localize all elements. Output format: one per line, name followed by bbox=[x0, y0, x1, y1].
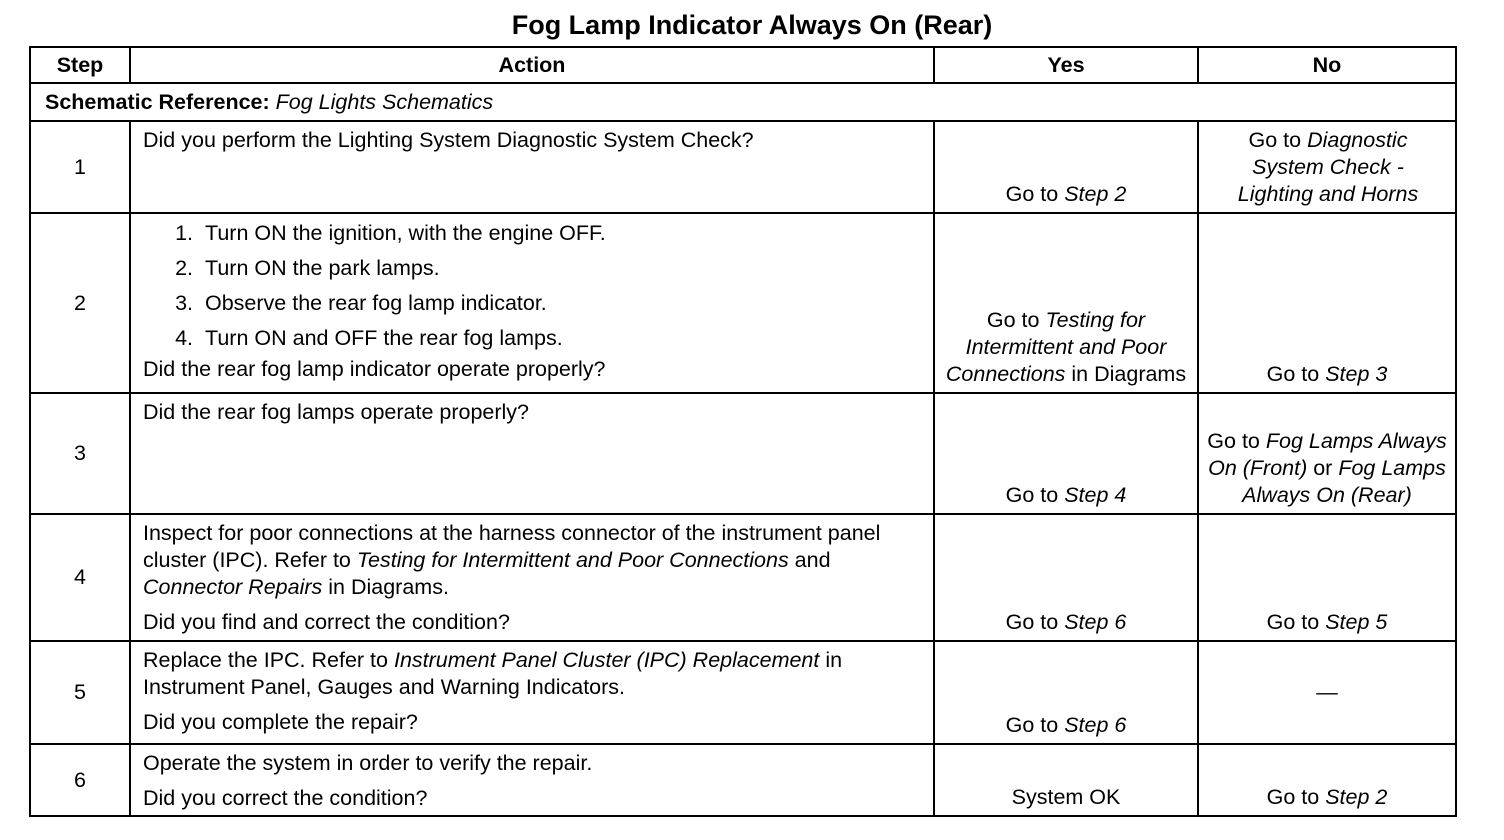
yes-text: System OK bbox=[1011, 785, 1121, 809]
action-link-2[interactable]: Connector Repairs bbox=[143, 575, 323, 599]
action-question: Did you find and correct the condition? bbox=[143, 610, 510, 634]
yes-link[interactable]: Testing for Intermittent and Poor Connections bbox=[945, 308, 1167, 386]
no-link[interactable]: Fog Lamps Always On (Front) bbox=[1208, 429, 1447, 480]
action-text-1: Replace the IPC. Refer to bbox=[143, 648, 394, 672]
action-text-2: and bbox=[788, 548, 831, 572]
yes-cell bbox=[934, 514, 1198, 641]
no-cell bbox=[1198, 744, 1456, 816]
no-link[interactable]: Diagnostic System Check - Lighting and Horns bbox=[1237, 128, 1419, 206]
table-row bbox=[30, 121, 1456, 213]
no-prefix: Go to bbox=[1266, 362, 1326, 386]
step-number: 4 bbox=[30, 514, 130, 641]
yes-cell bbox=[934, 121, 1198, 213]
schematic-row bbox=[30, 83, 1456, 121]
yes-prefix: Go to bbox=[1005, 182, 1065, 206]
action-cell bbox=[130, 744, 934, 816]
header-action: Action bbox=[130, 47, 934, 83]
action-text bbox=[143, 648, 842, 699]
yes-link[interactable]: Step 6 bbox=[1064, 713, 1127, 737]
no-link[interactable]: Step 5 bbox=[1325, 610, 1388, 634]
list-item: 2. Turn ON the park lamps. bbox=[199, 251, 923, 286]
table-row bbox=[30, 393, 1456, 514]
action-question: Did the rear fog lamp indicator operate properly? bbox=[143, 357, 606, 381]
step-number: 5 bbox=[30, 641, 130, 744]
step-number: 1 bbox=[30, 121, 130, 213]
list-item: 1. Turn ON the ignition, with the engine OFF. bbox=[199, 216, 923, 251]
action-steps-list bbox=[143, 216, 923, 356]
no-link[interactable]: Step 3 bbox=[1325, 362, 1388, 386]
no-dash: — bbox=[1316, 680, 1338, 704]
yes-link[interactable]: Step 4 bbox=[1064, 483, 1127, 507]
schematic-label: Schematic Reference: bbox=[45, 89, 270, 114]
action-text bbox=[143, 521, 880, 599]
no-prefix: Go to bbox=[1266, 785, 1326, 809]
step-number: 2 bbox=[30, 213, 130, 393]
diagnostic-table bbox=[29, 46, 1457, 817]
action-question: Did you complete the repair? bbox=[143, 710, 418, 734]
yes-prefix: Go to bbox=[1005, 610, 1065, 634]
no-cell bbox=[1198, 514, 1456, 641]
table-row bbox=[30, 744, 1456, 816]
yes-prefix: Go to bbox=[1005, 713, 1065, 737]
no-cell bbox=[1198, 393, 1456, 514]
step-number: 6 bbox=[30, 744, 130, 816]
action-cell bbox=[130, 121, 934, 213]
list-item: 4. Turn ON and OFF the rear fog lamps. bbox=[199, 321, 923, 356]
action-question: Did the rear fog lamps operate properly? bbox=[143, 400, 530, 424]
table-row bbox=[30, 641, 1456, 744]
table-row bbox=[30, 213, 1456, 393]
yes-suffix: in Diagrams bbox=[1065, 362, 1187, 386]
table-row bbox=[30, 514, 1456, 641]
schematic-link[interactable]: Fog Lights Schematics bbox=[275, 89, 494, 114]
no-cell bbox=[1198, 121, 1456, 213]
yes-link[interactable]: Step 2 bbox=[1064, 182, 1127, 206]
no-mid: or bbox=[1307, 456, 1339, 480]
action-text-1: Inspect for poor connections at the harness connector of the instrument panel cluster (IPC). Refer to bbox=[143, 521, 881, 572]
header-yes: Yes bbox=[934, 47, 1198, 83]
no-prefix: Go to bbox=[1248, 128, 1308, 152]
action-question: Did you correct the condition? bbox=[143, 786, 428, 810]
action-question: Did you perform the Lighting System Diagnostic System Check? bbox=[143, 128, 754, 152]
no-link[interactable]: Step 2 bbox=[1325, 785, 1388, 809]
yes-cell bbox=[934, 744, 1198, 816]
action-cell bbox=[130, 213, 934, 393]
yes-cell bbox=[934, 641, 1198, 744]
schematic-reference bbox=[30, 83, 1456, 121]
page-title: Fog Lamp Indicator Always On (Rear) bbox=[511, 10, 993, 40]
no-cell bbox=[1198, 641, 1456, 744]
yes-cell bbox=[934, 393, 1198, 514]
yes-link[interactable]: Step 6 bbox=[1064, 610, 1127, 634]
action-cell bbox=[130, 514, 934, 641]
action-text-2: in Instrument Panel, Gauges and Warning Indicators. bbox=[143, 648, 843, 699]
yes-prefix: Go to bbox=[1005, 483, 1065, 507]
action-cell bbox=[130, 393, 934, 514]
no-cell bbox=[1198, 213, 1456, 393]
no-prefix: Go to bbox=[1266, 610, 1326, 634]
action-cell bbox=[130, 641, 934, 744]
no-link-2[interactable]: Fog Lamps Always On (Rear) bbox=[1242, 456, 1446, 507]
action-link-1[interactable]: Instrument Panel Cluster (IPC) Replacement bbox=[393, 648, 820, 672]
action-text-3: in Diagrams. bbox=[322, 575, 449, 599]
no-prefix: Go to bbox=[1207, 429, 1266, 453]
yes-cell bbox=[934, 213, 1198, 393]
action-link-1[interactable]: Testing for Intermittent and Poor Connections bbox=[356, 548, 789, 572]
list-item: 3. Observe the rear fog lamp indicator. bbox=[199, 286, 923, 321]
yes-prefix: Go to bbox=[986, 308, 1046, 332]
step-number: 3 bbox=[30, 393, 130, 514]
header-step: Step bbox=[30, 47, 130, 83]
header-row bbox=[30, 47, 1456, 83]
header-no: No bbox=[1198, 47, 1456, 83]
action-text: Operate the system in order to verify the repair. bbox=[143, 751, 593, 775]
